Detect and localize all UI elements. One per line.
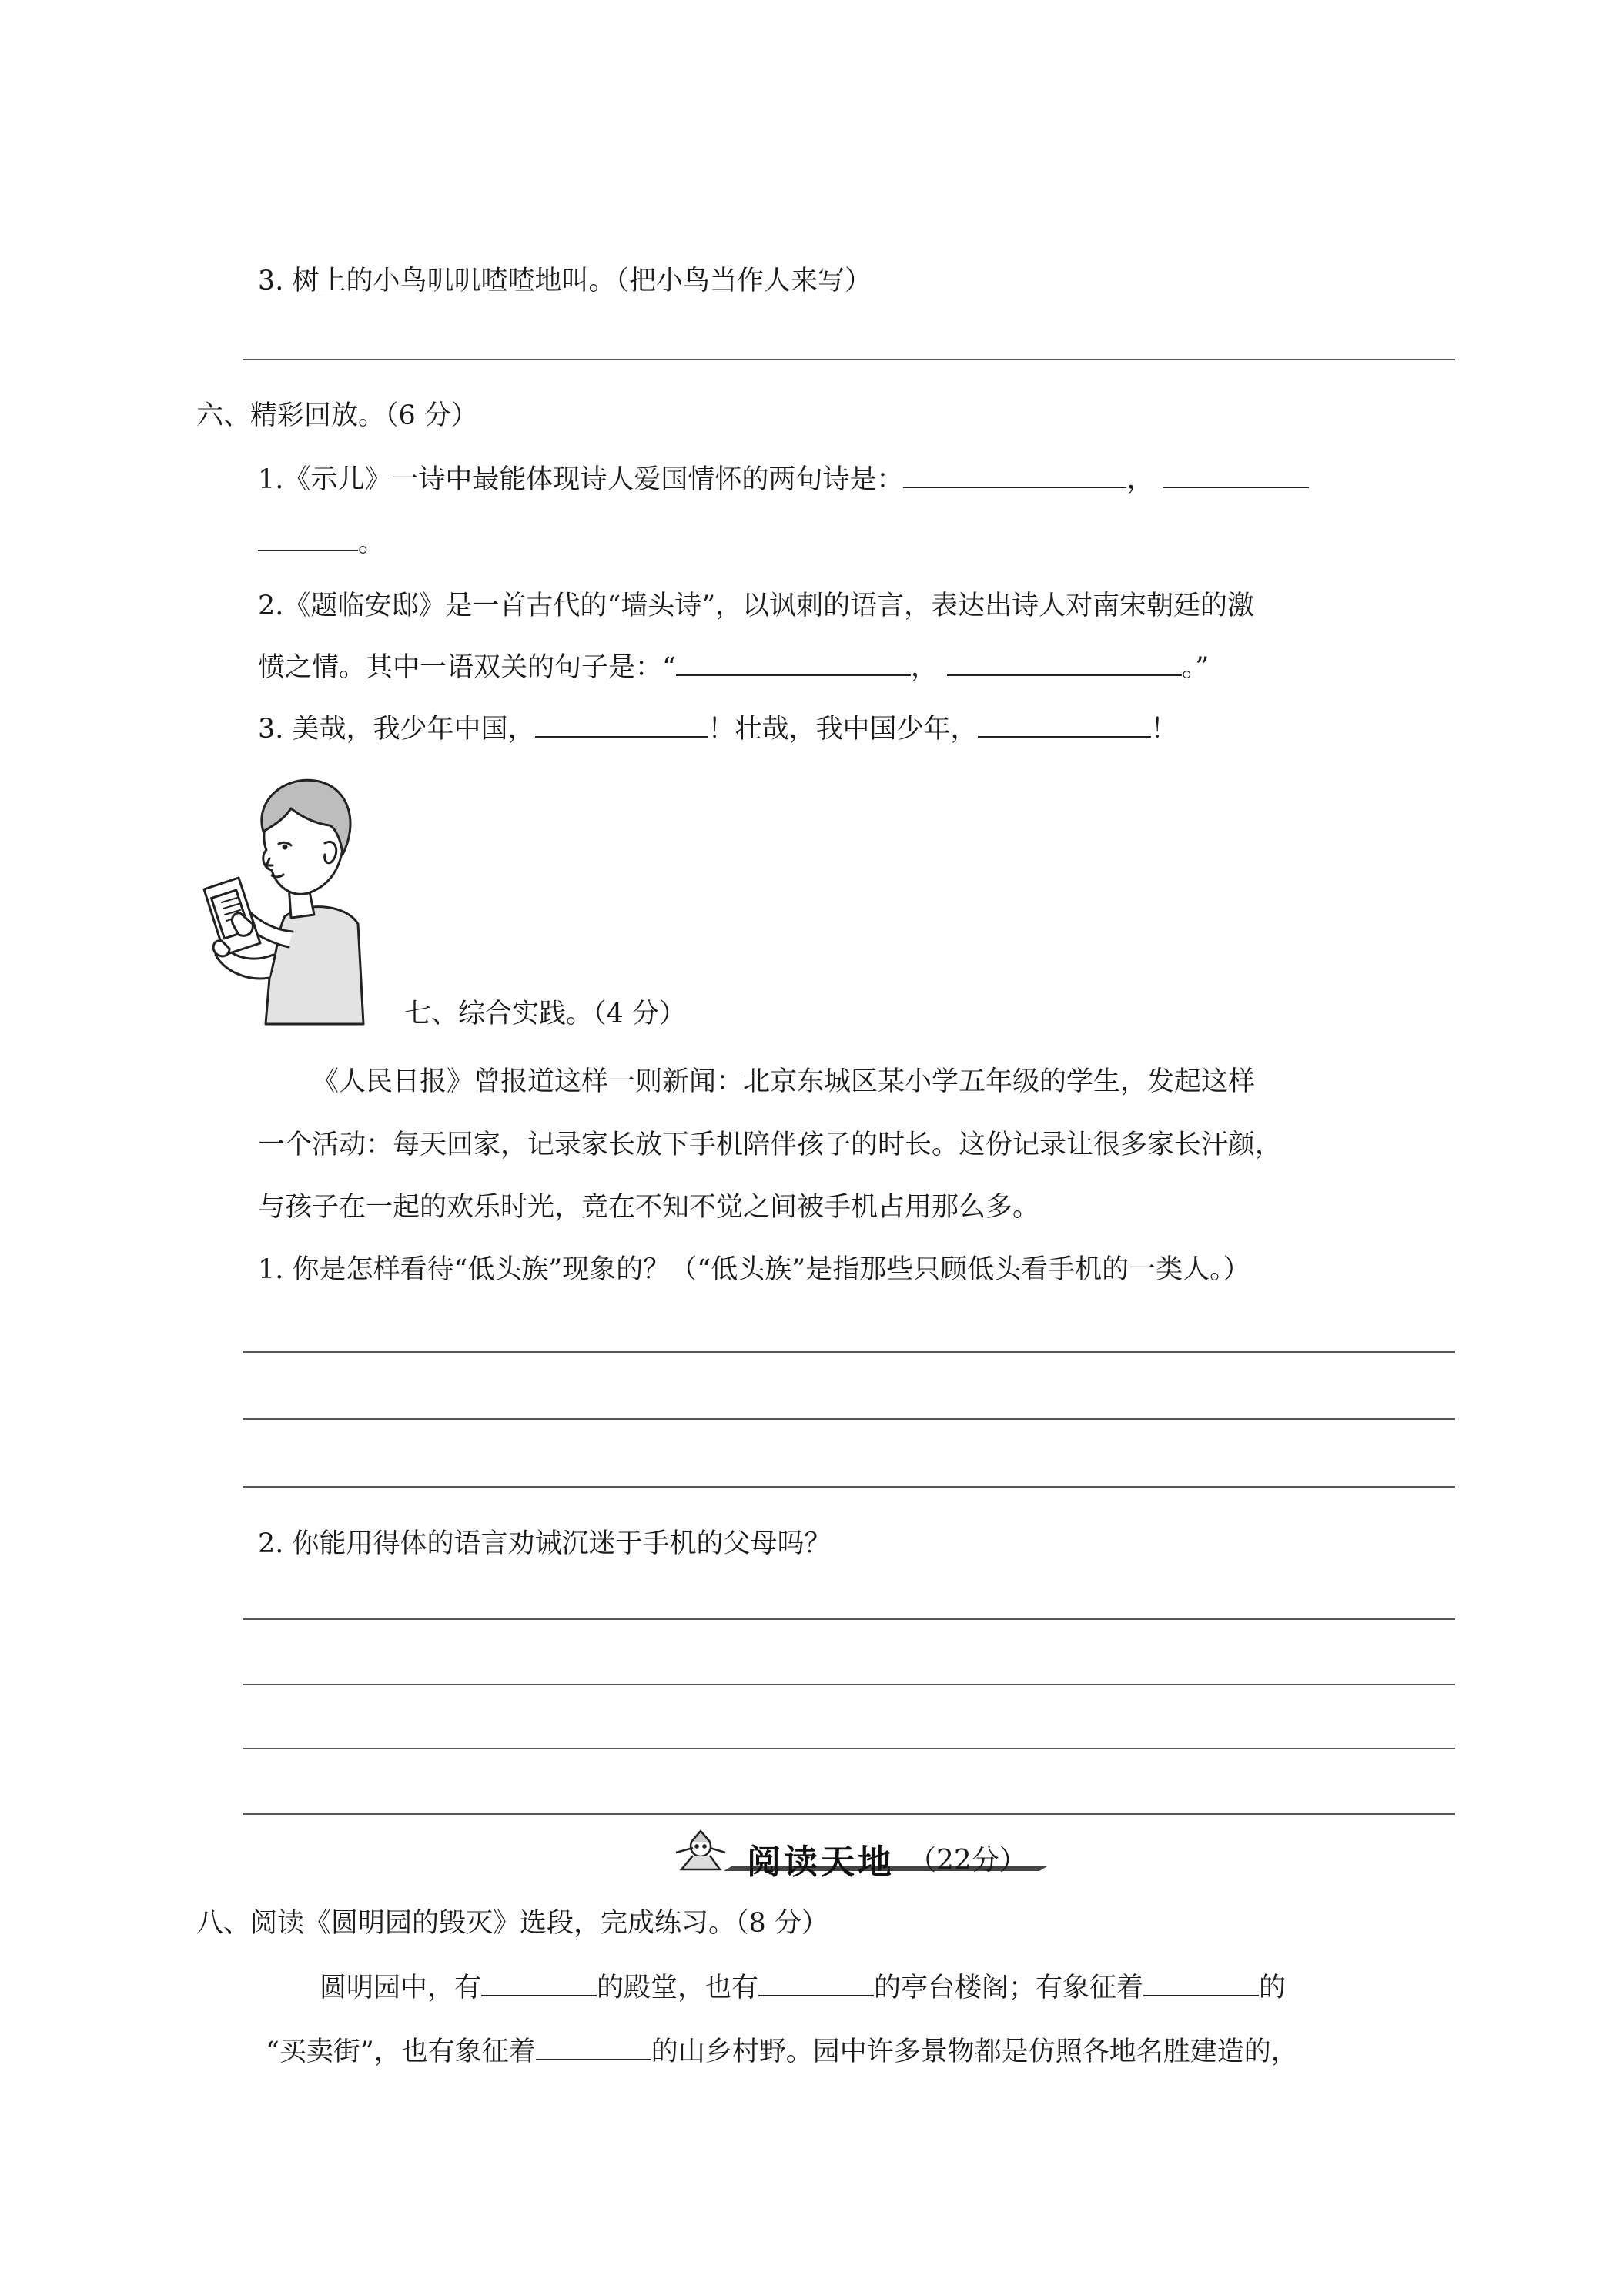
sec8-text: 的亭台楼阁；有象征着 bbox=[874, 1973, 1144, 2003]
sec8-text: 圆明园中，有 bbox=[320, 1973, 482, 2003]
q6-3-text-b: ！壮哉，我中国少年， bbox=[708, 714, 978, 745]
sec7-para-line-1: 《人民日报》曾报道这样一则新闻：北京东城区某小学五年级的学生，发起这样 bbox=[312, 1066, 1256, 1097]
sec8-text: 的殿堂，也有 bbox=[597, 1973, 759, 2003]
comma: ， bbox=[1126, 464, 1154, 495]
sec8-line-2 bbox=[266, 2033, 1298, 2071]
sec8-text: 的 bbox=[1259, 1973, 1287, 2003]
reading-mascot-icon bbox=[676, 1831, 725, 1869]
q6-2-line bbox=[258, 648, 1209, 687]
sec8-line-1 bbox=[320, 1969, 1286, 2007]
q6-2-text-b: 愤之情。其中一语双关的句子是：“ bbox=[258, 652, 676, 683]
fill-blank[interactable] bbox=[758, 1969, 874, 1996]
fill-blank[interactable] bbox=[1143, 1969, 1259, 1996]
q6-3-text-a: 3. 美哉，我少年中国， bbox=[258, 714, 535, 745]
fill-blank[interactable] bbox=[258, 524, 358, 551]
reading-section-title: 阅读天地 bbox=[747, 1842, 895, 1882]
q6-1-cont bbox=[258, 524, 385, 562]
boy-with-phone-illustration bbox=[192, 770, 377, 1032]
fill-blank[interactable] bbox=[903, 460, 1126, 488]
answer-line[interactable] bbox=[243, 1748, 1455, 1749]
answer-line[interactable] bbox=[243, 359, 1455, 360]
section-7-heading: 七、综合实践。（4 分） bbox=[404, 999, 686, 1029]
comma: ， bbox=[910, 652, 938, 683]
fill-blank[interactable] bbox=[978, 710, 1151, 738]
section-6-heading: 六、精彩回放。（6 分） bbox=[196, 400, 478, 431]
q6-3-line bbox=[258, 710, 1178, 748]
q5-3-text: 3. 树上的小鸟叽叽喳喳地叫。（把小鸟当作人来写） bbox=[258, 266, 872, 296]
q7-2-text: 2. 你能用得体的语言劝诫沉迷于手机的父母吗？ bbox=[258, 1528, 832, 1559]
fill-blank[interactable] bbox=[536, 2033, 651, 2060]
answer-line[interactable] bbox=[243, 1618, 1455, 1620]
answer-line[interactable] bbox=[243, 1351, 1455, 1353]
period: 。 bbox=[358, 527, 386, 558]
sec7-para-line-3: 与孩子在一起的欢乐时光，竟在不知不觉之间被手机占用那么多。 bbox=[258, 1192, 1040, 1223]
sec7-para-line-2: 一个活动：每天回家，记录家长放下手机陪伴孩子的时长。这份记录让很多家长汗颜， bbox=[258, 1130, 1283, 1160]
section-8-heading: 八、阅读《圆明园的毁灭》选段，完成练习。（8 分） bbox=[196, 1908, 828, 1939]
q6-1-text: 1.《示儿》一诗中最能体现诗人爱国情怀的两句诗是： bbox=[258, 464, 904, 495]
fill-blank[interactable] bbox=[481, 1969, 597, 1996]
answer-line[interactable] bbox=[243, 1684, 1455, 1685]
answer-line[interactable] bbox=[243, 1486, 1455, 1488]
reading-section-score: （22分） bbox=[909, 1845, 1027, 1876]
answer-line[interactable] bbox=[243, 1418, 1455, 1420]
q7-1-text: 1. 你是怎样看待“低头族”现象的？（“低头族”是指那些只顾低头看手机的一类人。） bbox=[258, 1254, 1250, 1285]
answer-line[interactable] bbox=[243, 1813, 1455, 1815]
q6-1-line bbox=[258, 460, 1309, 499]
close-quote: 。” bbox=[1181, 652, 1210, 683]
fill-blank[interactable] bbox=[676, 648, 911, 676]
q6-2-text: 2.《题临安邸》是一首古代的“墙头诗”，以讽刺的语言，表达出诗人对南宋朝廷的激 bbox=[258, 591, 1255, 621]
fill-blank[interactable] bbox=[947, 648, 1182, 676]
exclamation: ！ bbox=[1150, 714, 1178, 745]
sec8-text: “买卖街”，也有象征着 bbox=[266, 2037, 536, 2067]
sec8-text: 的山乡村野。园中许多景物都是仿照各地名胜建造的， bbox=[651, 2037, 1298, 2067]
fill-blank[interactable] bbox=[1163, 460, 1309, 488]
fill-blank[interactable] bbox=[535, 710, 708, 738]
